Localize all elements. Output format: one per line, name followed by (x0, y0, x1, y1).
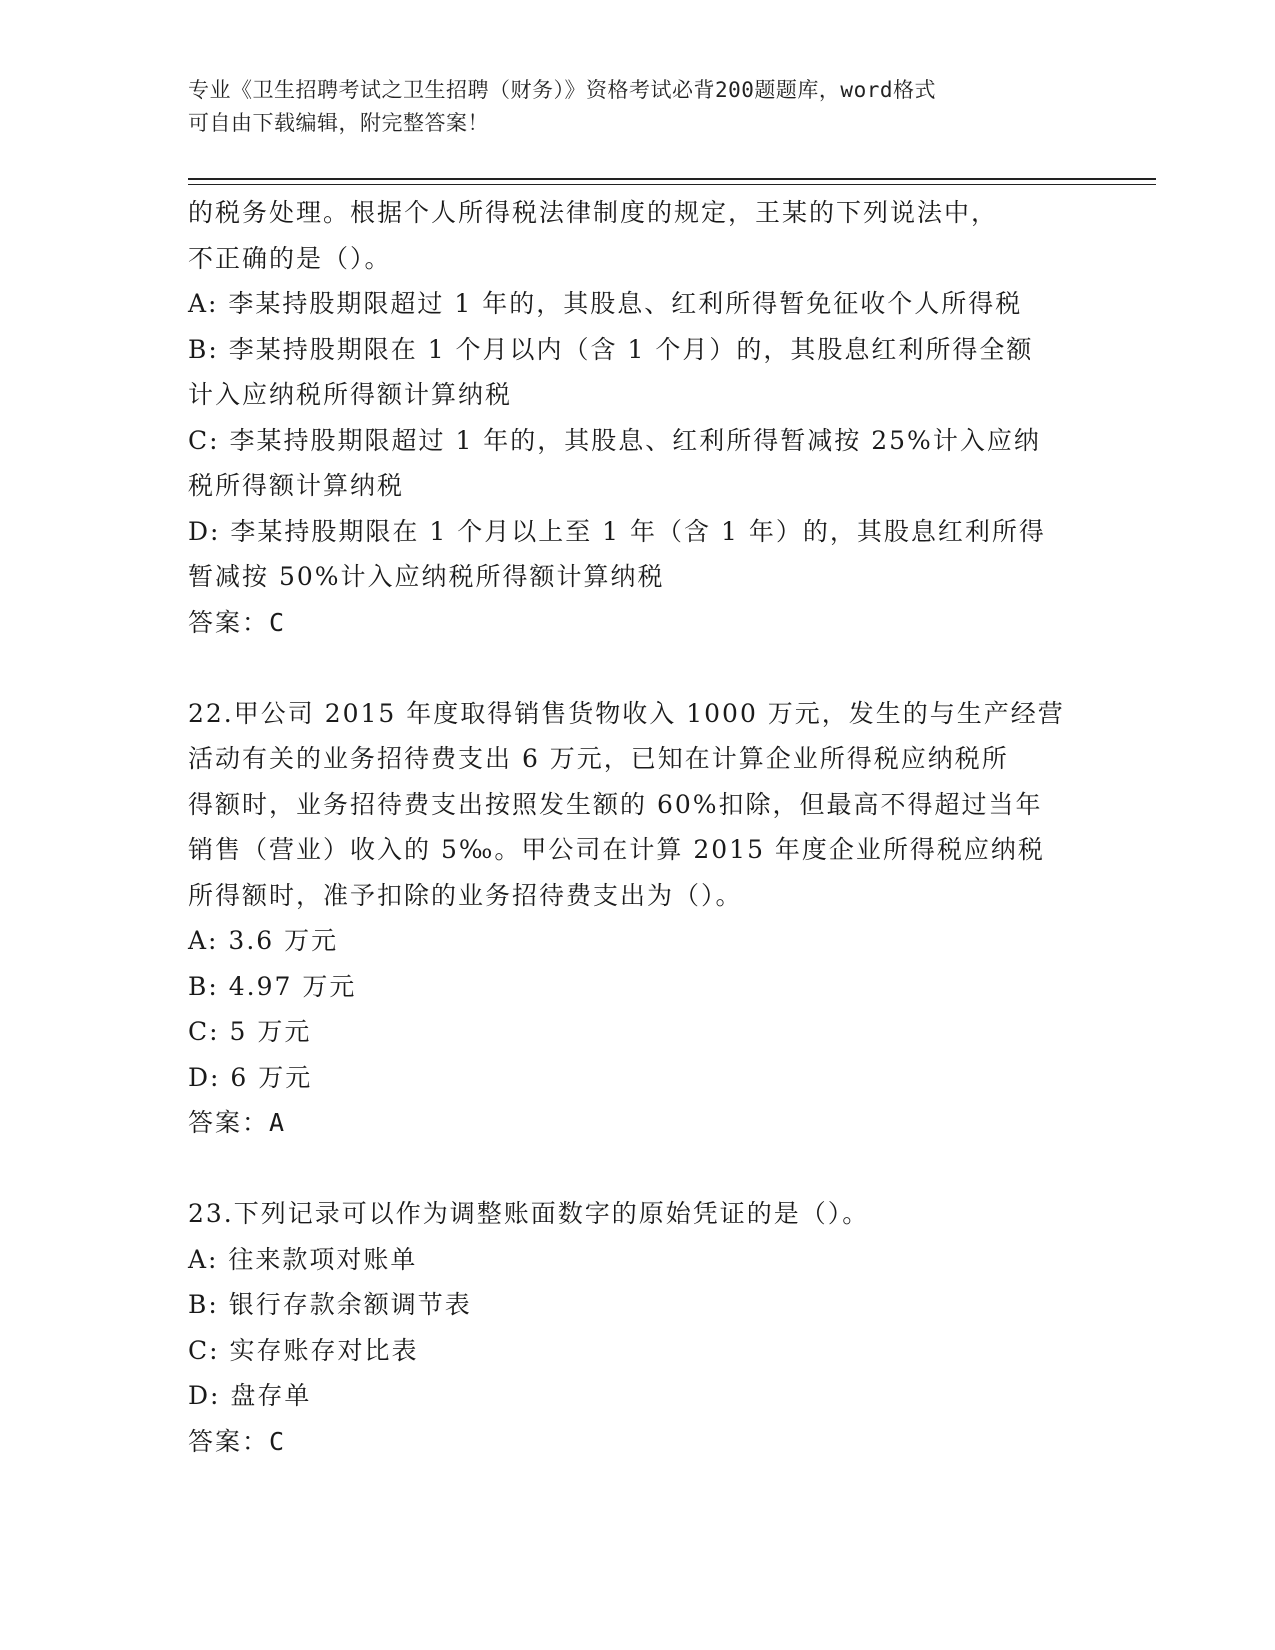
question-22 (188, 691, 1088, 1146)
option-c: C: 5 万元 (188, 1017, 312, 1046)
option-b: B: 4.97 万元 (188, 971, 357, 1001)
question-stem-line: 的税务处理。根据个人所得税法律制度的规定，王某的下列说法中， (188, 198, 999, 227)
option-c: C: 实存账存对比表 (188, 1335, 419, 1365)
header-divider-thin (188, 184, 1156, 185)
document-header (188, 74, 1068, 140)
question-stem-line: 活动有关的业务招待费支出 6 万元，已知在计算企业所得税应纳税所 (188, 744, 1009, 773)
question-23 (188, 1191, 1088, 1464)
question-stem-line: 不正确的是（）。 (188, 243, 392, 273)
header-line-1: 专业《卫生招聘考试之卫生招聘（财务）》资格考试必背200题题库，word格式 (188, 78, 936, 102)
spacer (188, 1146, 1088, 1192)
header-divider-thick (188, 178, 1156, 180)
question-stem-line: 所得额时，准予扣除的业务招待费支出为（）。 (188, 880, 743, 910)
option-a: A: 往来款项对账单 (188, 1244, 418, 1274)
option-b-cont: 计入应纳税所得额计算纳税 (188, 380, 513, 409)
option-d: D: 李某持股期限在 1 个月以上至 1 年（含 1 年）的，其股息红利所得 (188, 516, 1046, 546)
question-stem-line: 23.下列记录可以作为调整账面数字的原始凭证的是（）。 (188, 1199, 870, 1228)
option-d-cont: 暂减按 50%计入应纳税所得额计算纳税 (188, 562, 665, 591)
option-d: D: 盘存单 (188, 1381, 312, 1410)
option-a: A: 李某持股期限超过 1 年的，其股息、红利所得暂免征收个人所得税 (188, 289, 1023, 318)
answer-label: 答案：C (188, 1426, 287, 1456)
option-c-cont: 税所得额计算纳税 (188, 471, 405, 500)
answer-label: 答案：A (188, 1108, 287, 1137)
option-b: B: 银行存款余额调节表 (188, 1290, 472, 1319)
spacer (188, 645, 1088, 691)
question-stem-line: 得额时，业务招待费支出按照发生额的 60%扣除，但最高不得超过当年 (188, 789, 1043, 819)
answer-label: 答案：C (188, 607, 287, 637)
header-line-2: 可自由下载编辑，附完整答案！ (188, 111, 489, 135)
document-body (188, 190, 1088, 1464)
question-stem-line: 22.甲公司 2015 年度取得销售货物收入 1000 万元，发生的与生产经营 (188, 698, 1065, 728)
option-c: C: 李某持股期限超过 1 年的，其股息、红利所得暂减按 25%计入应纳 (188, 425, 1041, 455)
question-21 (188, 190, 1088, 645)
question-stem-line: 销售（营业）收入的 5‰。甲公司在计算 2015 年度企业所得税应纳税 (188, 835, 1045, 864)
option-d: D: 6 万元 (188, 1062, 313, 1092)
option-a: A: 3.6 万元 (188, 926, 339, 955)
option-b: B: 李某持股期限在 1 个月以内（含 1 个月）的，其股息红利所得全额 (188, 334, 1034, 364)
